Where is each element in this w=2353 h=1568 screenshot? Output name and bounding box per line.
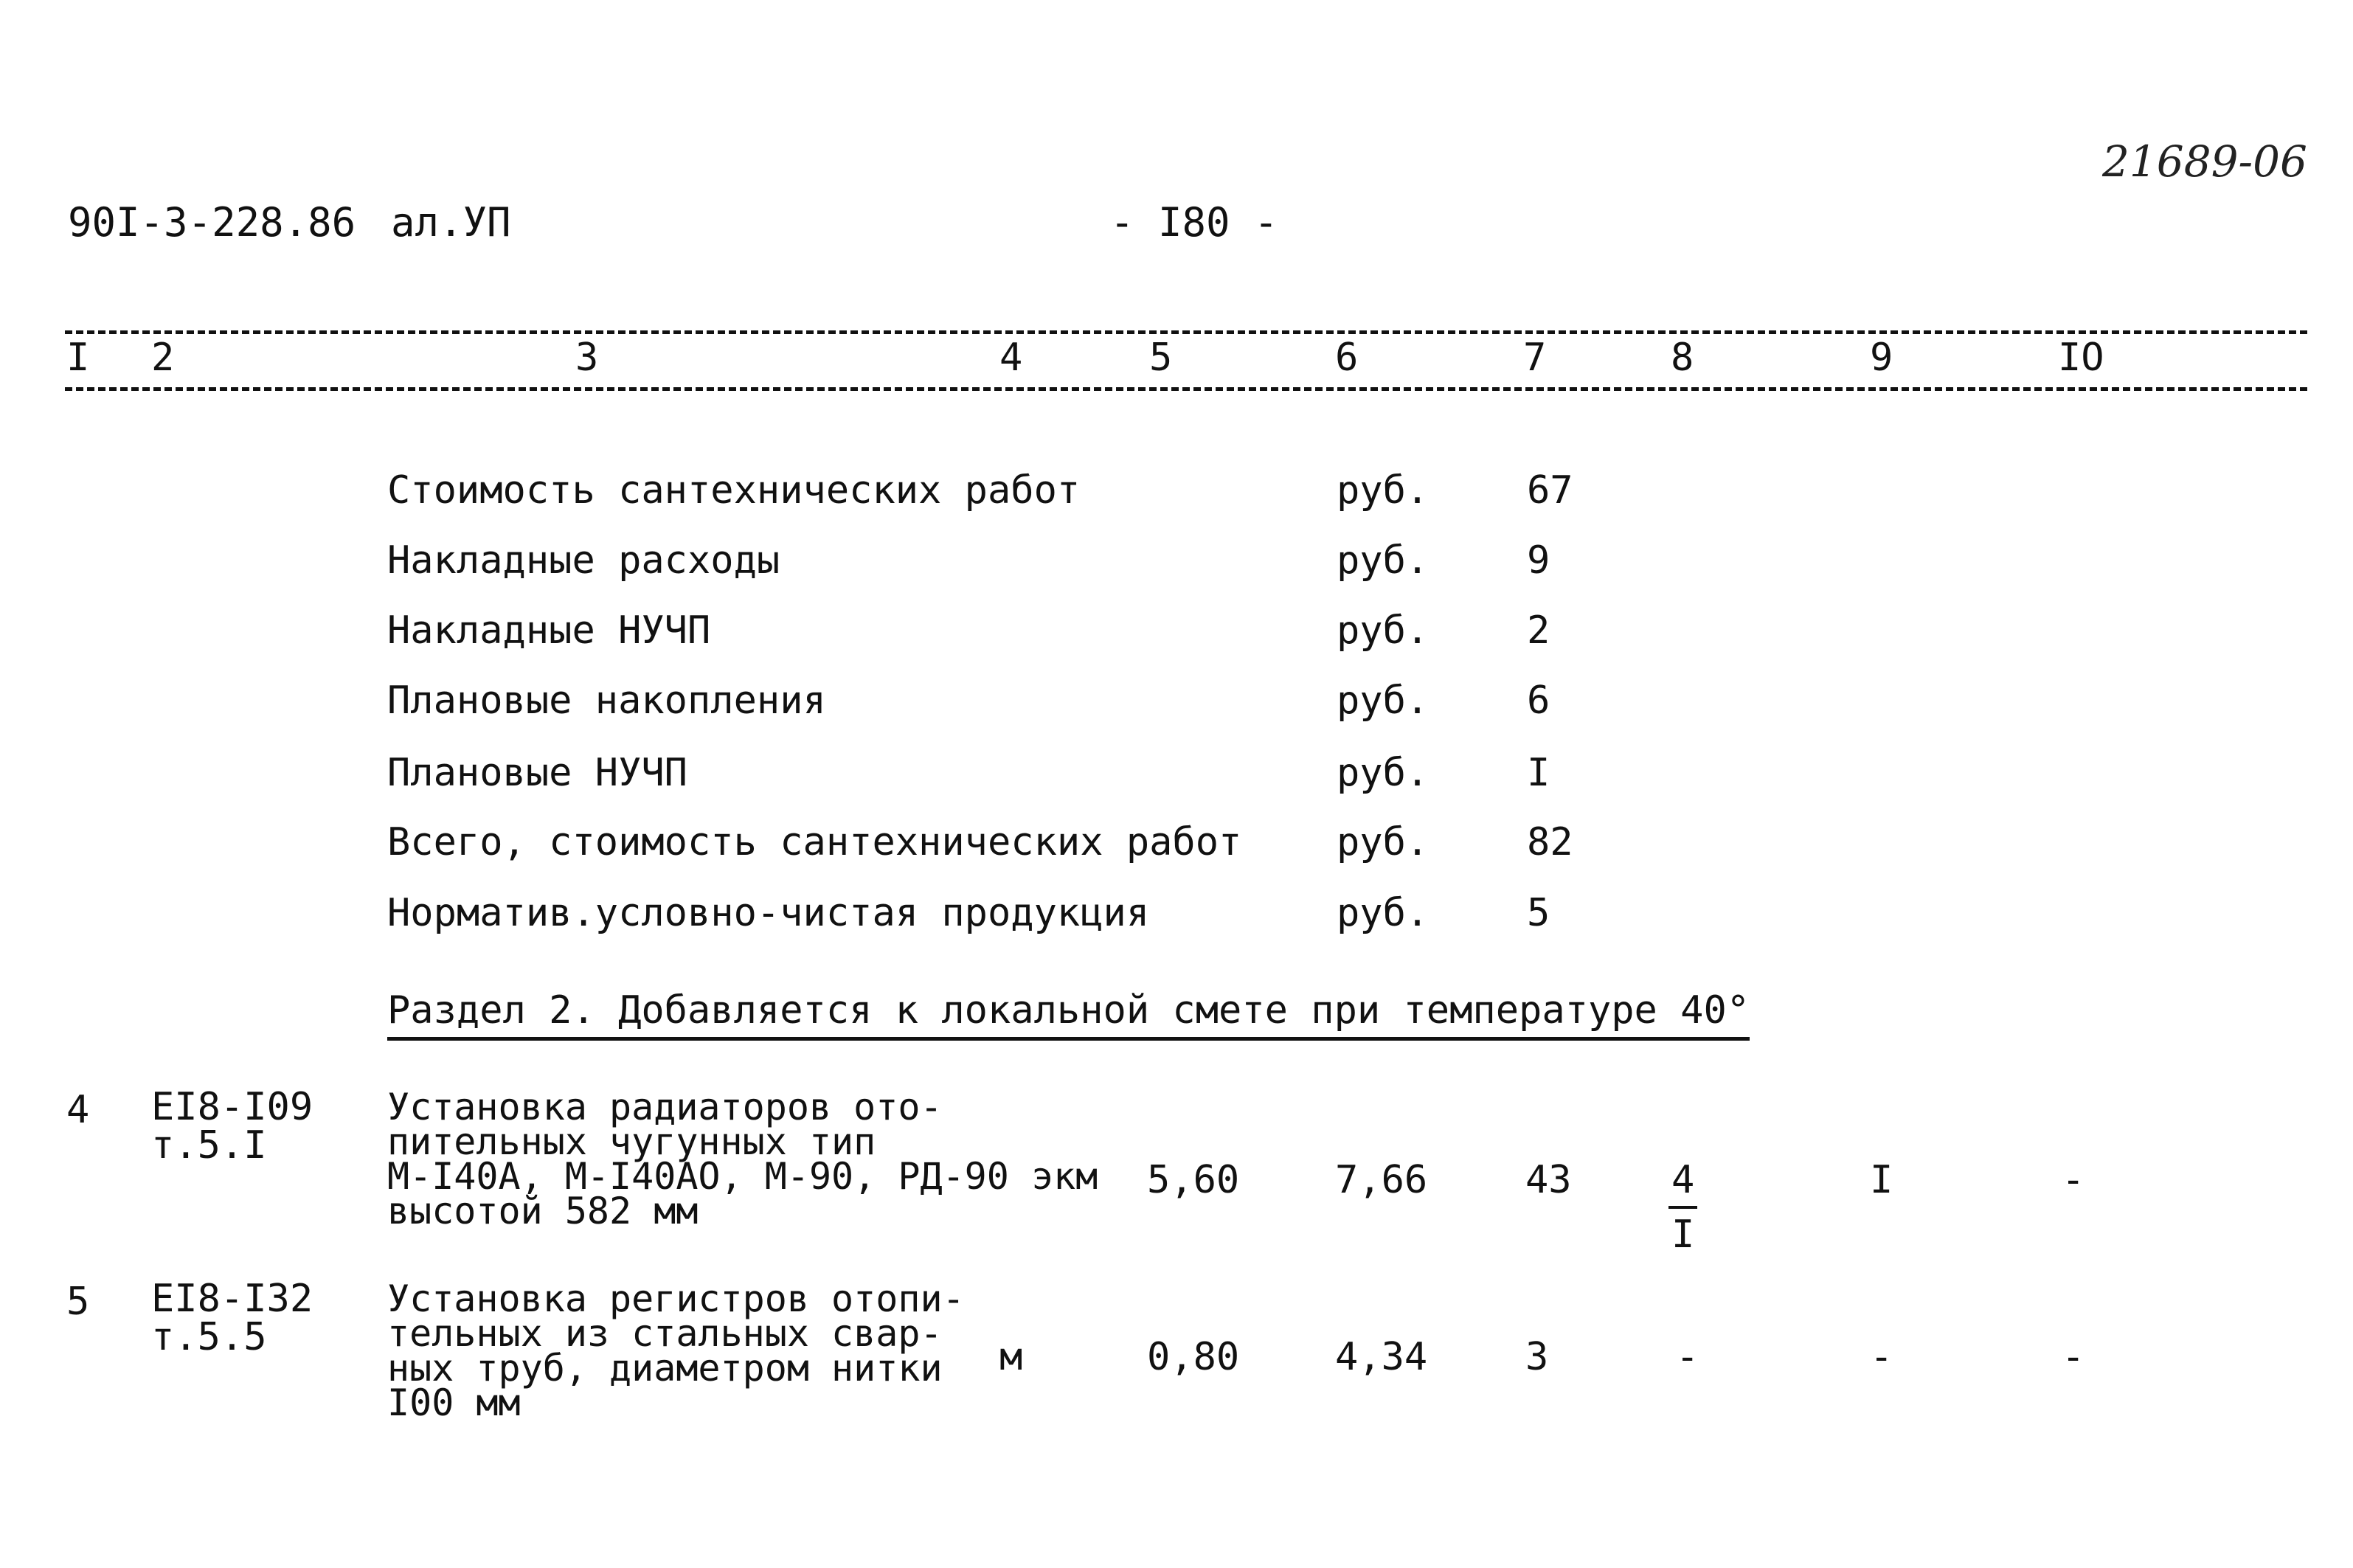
document-code: 90I-3-228.86 — [68, 199, 356, 246]
summary-unit: руб. — [1337, 468, 1430, 513]
column-number-6: 6 — [1335, 336, 1359, 380]
description-line: пительных чугунных тип — [387, 1120, 876, 1163]
summary-unit: руб. — [1337, 820, 1430, 864]
column-number-3: 3 — [575, 336, 599, 380]
summary-unit: руб. — [1337, 891, 1430, 935]
summary-label: Плановые НУЧП — [387, 751, 687, 795]
summary-unit: руб. — [1337, 751, 1430, 795]
column-number-2: 2 — [151, 336, 175, 380]
rate-code-line: EI8-I09 — [151, 1085, 313, 1129]
rate-code-line: т.5.5 — [151, 1315, 267, 1359]
col10-value: - — [2062, 1335, 2085, 1379]
description-line: I00 мм — [387, 1381, 521, 1424]
section-title: Раздел 2. Добавляется к локальной смете при температуре 40° — [387, 988, 1750, 1041]
col7-value: 3 — [1525, 1335, 1549, 1379]
summary-value: 2 — [1527, 608, 1550, 653]
rate-code-line: EI8-I32 — [151, 1277, 313, 1321]
album-label: ал.УП — [391, 199, 511, 246]
description-line: ных труб, диаметром нитки — [387, 1347, 943, 1390]
col6-value: 4,34 — [1335, 1335, 1428, 1379]
col10-value: - — [2062, 1158, 2085, 1202]
col7-value: 43 — [1525, 1158, 1572, 1202]
col5-value: 5,60 — [1147, 1158, 1240, 1202]
summary-label: Стоимость сантехнических работ — [387, 468, 1081, 513]
row-number: 4 — [66, 1088, 90, 1132]
col5-value: 0,80 — [1147, 1335, 1240, 1379]
summary-unit: руб. — [1337, 679, 1430, 723]
description-line: Установка радиаторов ото- — [387, 1086, 943, 1128]
description-line: высотой 582 мм — [387, 1190, 699, 1232]
row-number: 5 — [66, 1280, 90, 1324]
col8-value: - — [1676, 1335, 1699, 1379]
column-header-top-rule — [65, 330, 2307, 334]
summary-value: 67 — [1527, 468, 1573, 513]
summary-label: Всего, стоимость сантехнических работ — [387, 820, 1242, 864]
description-line: Установка регистров отопи- — [387, 1277, 965, 1320]
rate-code-line: т.5.I — [151, 1123, 267, 1168]
column-number-7: 7 — [1523, 336, 1547, 380]
col9-value: - — [1870, 1335, 1893, 1379]
column-number-9: 9 — [1870, 336, 1893, 380]
col8-fraction — [1668, 1154, 1697, 1260]
fraction-numerator: 4 — [1668, 1154, 1697, 1209]
summary-label: Накладные НУЧП — [387, 608, 711, 653]
col9-value: I — [1870, 1158, 1893, 1202]
summary-label: Норматив.условно-чистая продукция — [387, 891, 1150, 935]
summary-label: Плановые накопления — [387, 679, 826, 723]
summary-unit: руб. — [1337, 608, 1430, 653]
description-line: М-I40А, М-I40АО, М-90, РД-90 экм — [387, 1155, 1098, 1198]
summary-value: 6 — [1527, 679, 1550, 723]
col6-value: 7,66 — [1335, 1158, 1428, 1202]
work-description — [387, 1086, 1110, 1232]
column-number-1: I — [66, 336, 90, 380]
summary-value: I — [1527, 751, 1550, 795]
handwritten-stamp: 21689-06 — [2102, 136, 2307, 187]
column-number-8: 8 — [1671, 336, 1694, 380]
summary-unit: руб. — [1337, 538, 1430, 583]
fraction-denominator: I — [1671, 1213, 1695, 1257]
col4-unit: м — [999, 1335, 1023, 1379]
summary-value: 82 — [1527, 820, 1573, 864]
column-header-bottom-rule — [65, 387, 2307, 391]
summary-label: Накладные расходы — [387, 538, 780, 583]
rate-code — [151, 1277, 313, 1359]
summary-value: 5 — [1527, 891, 1550, 935]
column-number-4: 4 — [999, 336, 1023, 380]
column-number-10: IO — [2058, 336, 2104, 380]
summary-value: 9 — [1527, 538, 1550, 583]
rate-code — [151, 1085, 313, 1168]
description-line: тельных из стальных свар- — [387, 1312, 943, 1355]
page-number: - I80 - — [1110, 199, 1278, 246]
column-number-5: 5 — [1149, 336, 1173, 380]
